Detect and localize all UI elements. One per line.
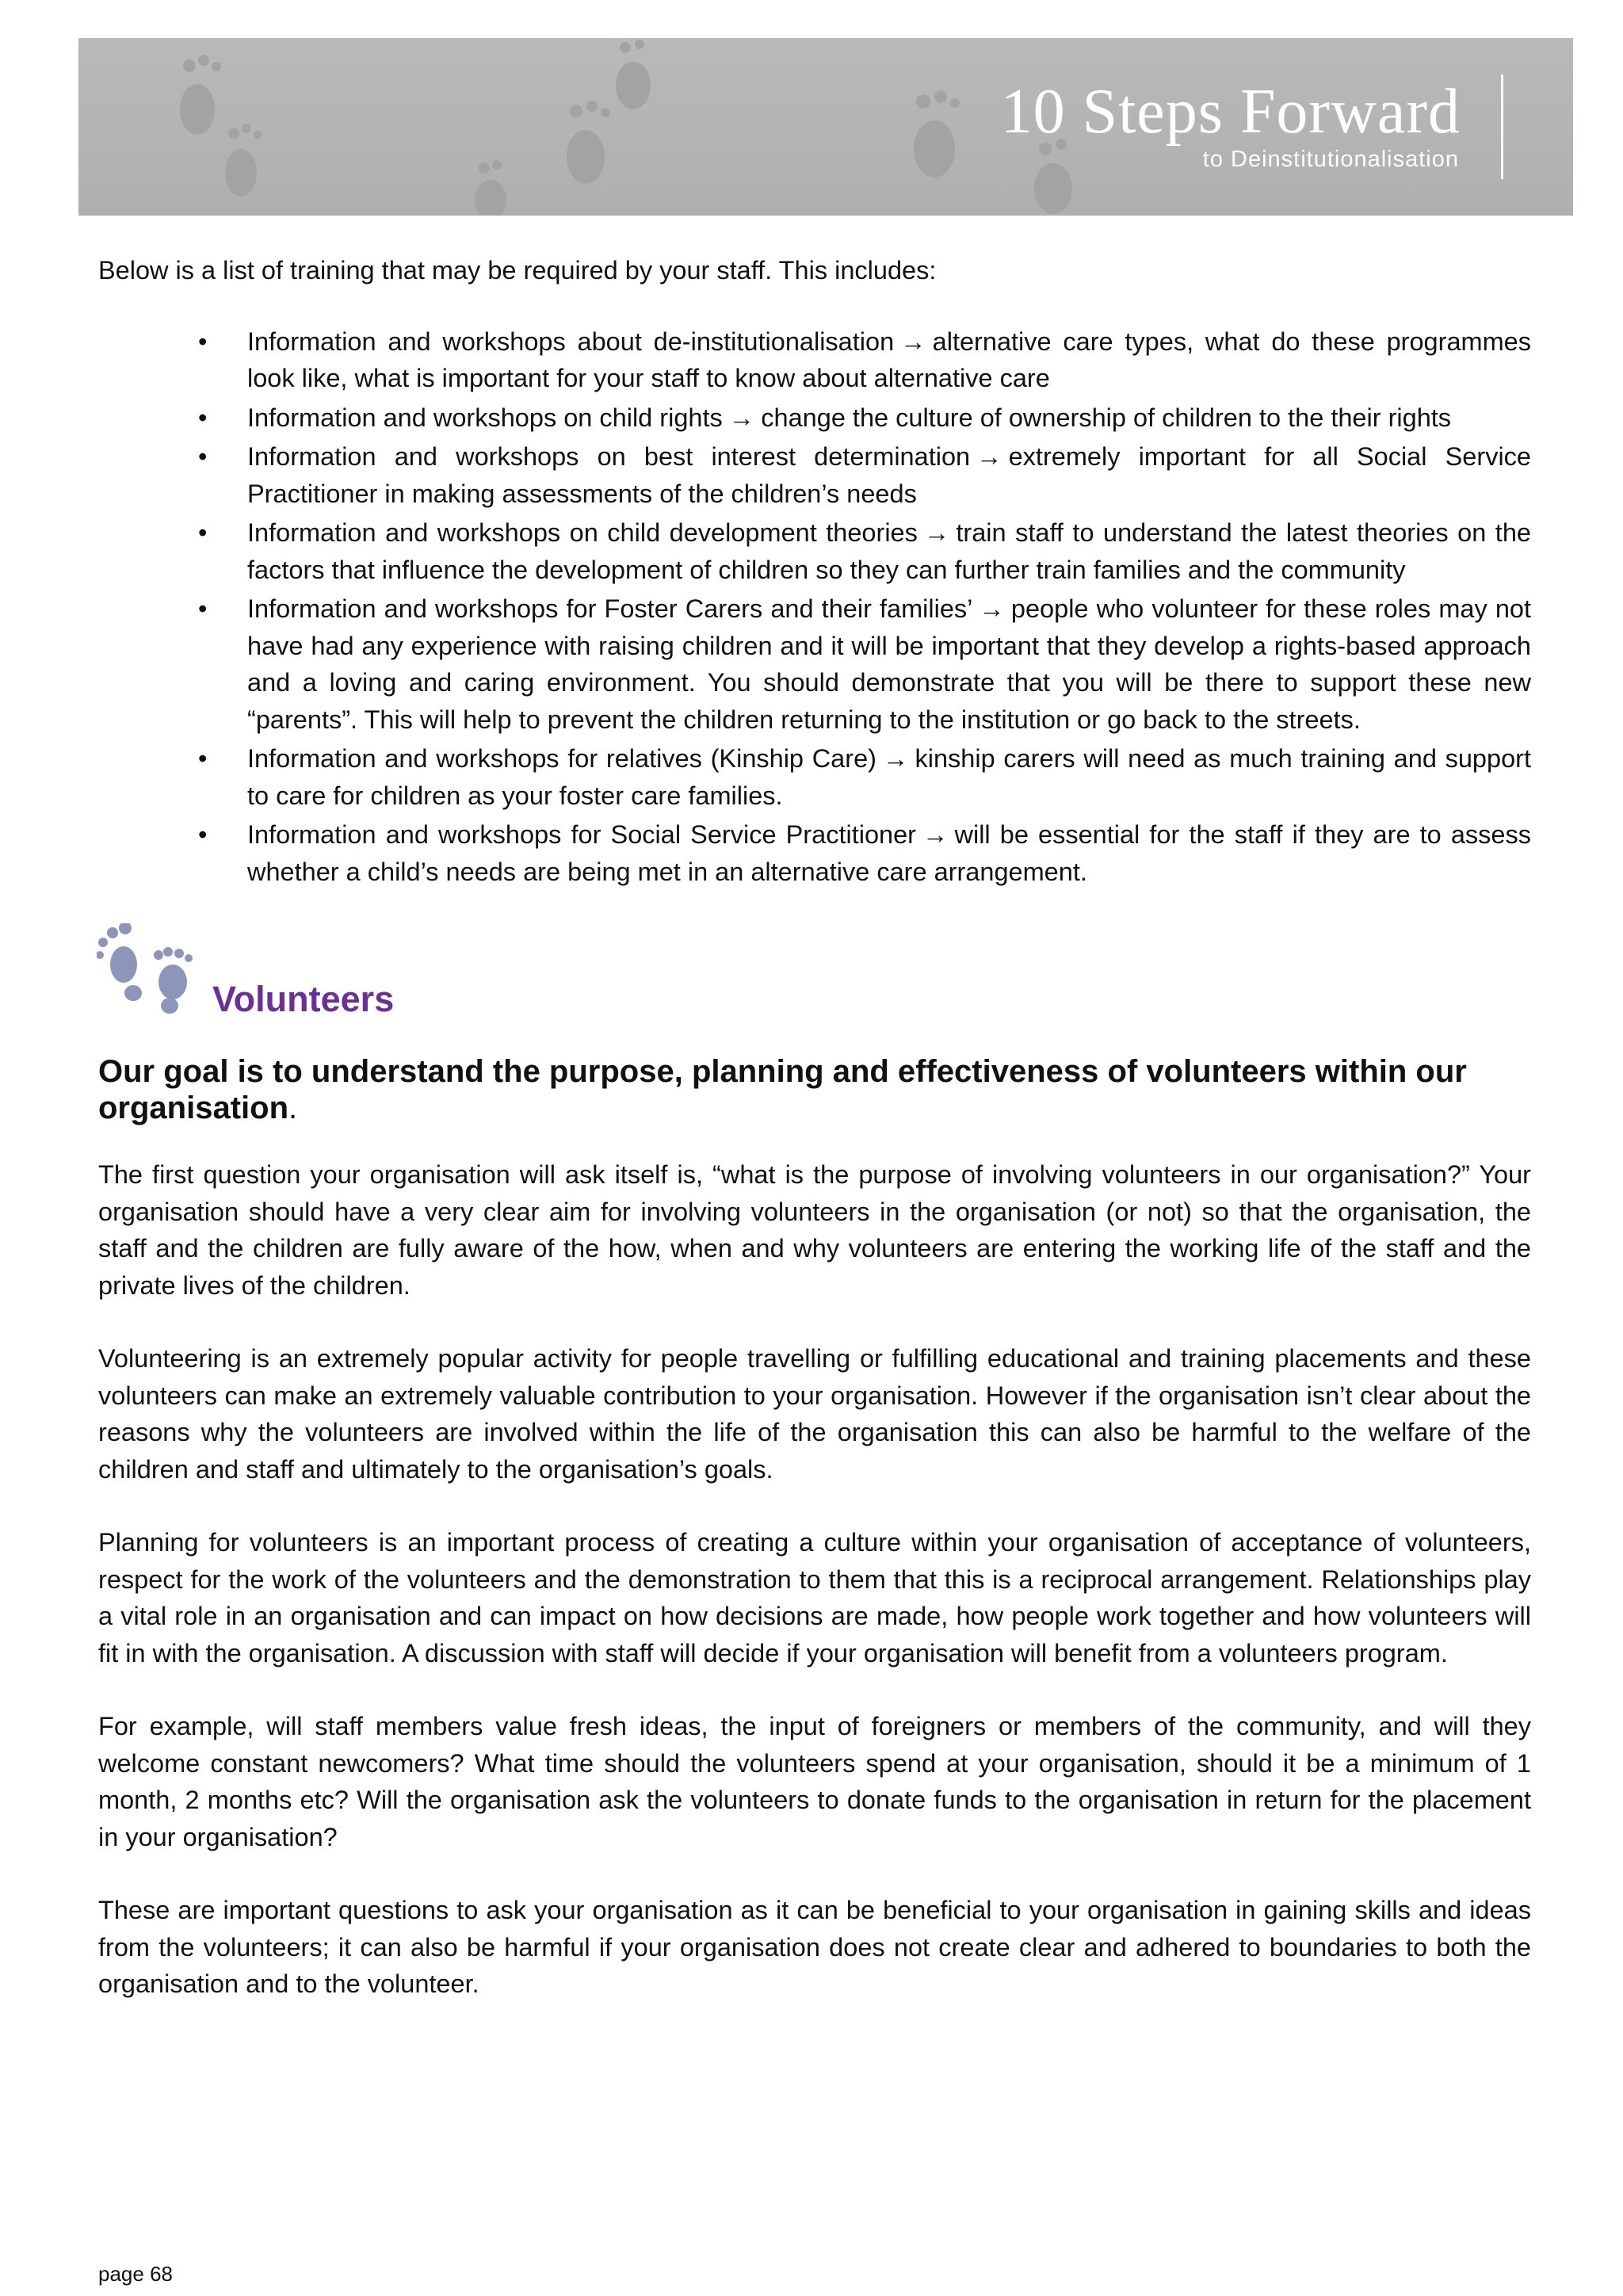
arrow-right-icon: → (979, 594, 1005, 623)
list-item (247, 438, 1531, 512)
goal-statement (98, 1053, 1531, 1126)
training-detail: will be essential for the staff if they are to assess whether a child’s needs are being met in an alternative care arrangement. (247, 820, 1531, 886)
goal-period: . (288, 1091, 298, 1125)
header-subtitle: to Deinstitutionalisation (1202, 147, 1459, 172)
header-divider (1501, 74, 1503, 179)
goal-text: Our goal is to understand the purpose, planning and effectiveness of volunteers within our organisation (98, 1054, 1467, 1125)
header-banner (78, 38, 1573, 216)
paragraph: Volunteering is an extremely popular activity for people travelling or fulfilling educational and training placements and these volunteers can make an extremely valuable contribution to your organisation. However if the organisation isn’t clear about the reasons why the volunteers are involved within the life of the organisation this can also be harmful to the welfare of the children and staff and ultimately to the organisation’s goals. (98, 1344, 1531, 1484)
list-item (247, 399, 1531, 437)
training-topic: Information and workshops about de-institutionalisation (247, 327, 895, 356)
arrow-right-icon: → (882, 744, 909, 773)
arrow-right-icon: → (922, 820, 949, 849)
training-topic: Information and workshops for Foster Carers and their families’ (247, 594, 973, 623)
training-topic: Information and workshops for relatives (Kinship Care) (247, 744, 876, 773)
training-detail: kinship carers will need as much training and support to care for children as your foster care families. (247, 744, 1531, 810)
training-list (98, 323, 1531, 891)
training-detail: train staff to understand the latest theories on the factors that influence the development of children so they can further train families and the community (247, 518, 1531, 584)
training-detail: people who volunteer for these roles may not have had any experience with raising children and it will be important that they develop a rights-based approach and a loving and caring environment. You should demonstrate that you will be there to support these new “parents”. This will help to prevent the children returning to the institution or go back to the streets. (247, 594, 1532, 734)
paragraph: These are important questions to ask your organisation as it can be beneficial to your organisation in gaining skills and ideas from the volunteers; it can also be harmful if your organisation does not create clear and adhered to boundaries to both the organisation and to the volunteer. (98, 1896, 1531, 1998)
paragraph: Planning for volunteers is an important process of creating a culture within your organisation of acceptance of volunteers, respect for the work of the volunteers and the demonstration to them that this is a reciprocal arrangement. Relationships play a vital role in an organisation and can impact on how decisions are made, how people work together and how volunteers will fit in with the organisation. A discussion with staff will decide if your organisation will benefit from a volunteers program. (98, 1528, 1531, 1668)
training-topic: Information and workshops for Social Service Practitioner (247, 820, 916, 849)
training-topic: Information and workshops on child development theories (247, 518, 918, 547)
arrow-right-icon: → (976, 442, 1002, 471)
intro-text: Below is a list of training that may be required by your staff. This includes: (98, 256, 937, 285)
list-item (247, 816, 1531, 890)
training-topic: Information and workshops on best interest determination (247, 442, 971, 471)
footprints-icon (97, 923, 208, 1018)
section-title: Volunteers (212, 979, 395, 1019)
section-header (98, 923, 1531, 1026)
arrow-right-icon: → (923, 518, 950, 547)
training-topic: Information and workshops on child rights (247, 403, 723, 432)
page-content (98, 252, 1531, 2039)
list-item (247, 590, 1531, 738)
header-title: 10 Steps Forward (1000, 77, 1461, 147)
training-detail: change the culture of ownership of children to the their rights (761, 403, 1452, 432)
list-item (247, 514, 1531, 588)
page-number: page 68 (98, 2262, 173, 2286)
training-detail: extremely important for all Social Service Practitioner in making assessments of the children’s needs (247, 442, 1531, 508)
paragraph: The first question your organisation will ask itself is, “what is the purpose of involving volunteers in our organisation?” Your organisation should have a very clear aim for involving volunteers in the organisation (or not) so that the organisation, the staff and the children are fully aware of the how, when and why volunteers are entering the working life of the staff and the private lives of the children. (98, 1160, 1531, 1300)
training-detail: alternative care types, what do these programmes look like, what is important for your staff to know about alternative care (247, 327, 1531, 392)
list-item (247, 740, 1531, 814)
list-item (247, 323, 1531, 397)
paragraph: For example, will staff members value fresh ideas, the input of foreigners or members of the community, and will they welcome constant newcomers? What time should the volunteers spend at your organisation, should it be a minimum of 1 month, 2 months etc? Will the organisation ask the volunteers to donate funds to the organisation in return for the placement in your organisation? (98, 1712, 1531, 1851)
arrow-right-icon: → (900, 327, 926, 356)
arrow-right-icon: → (728, 403, 755, 432)
